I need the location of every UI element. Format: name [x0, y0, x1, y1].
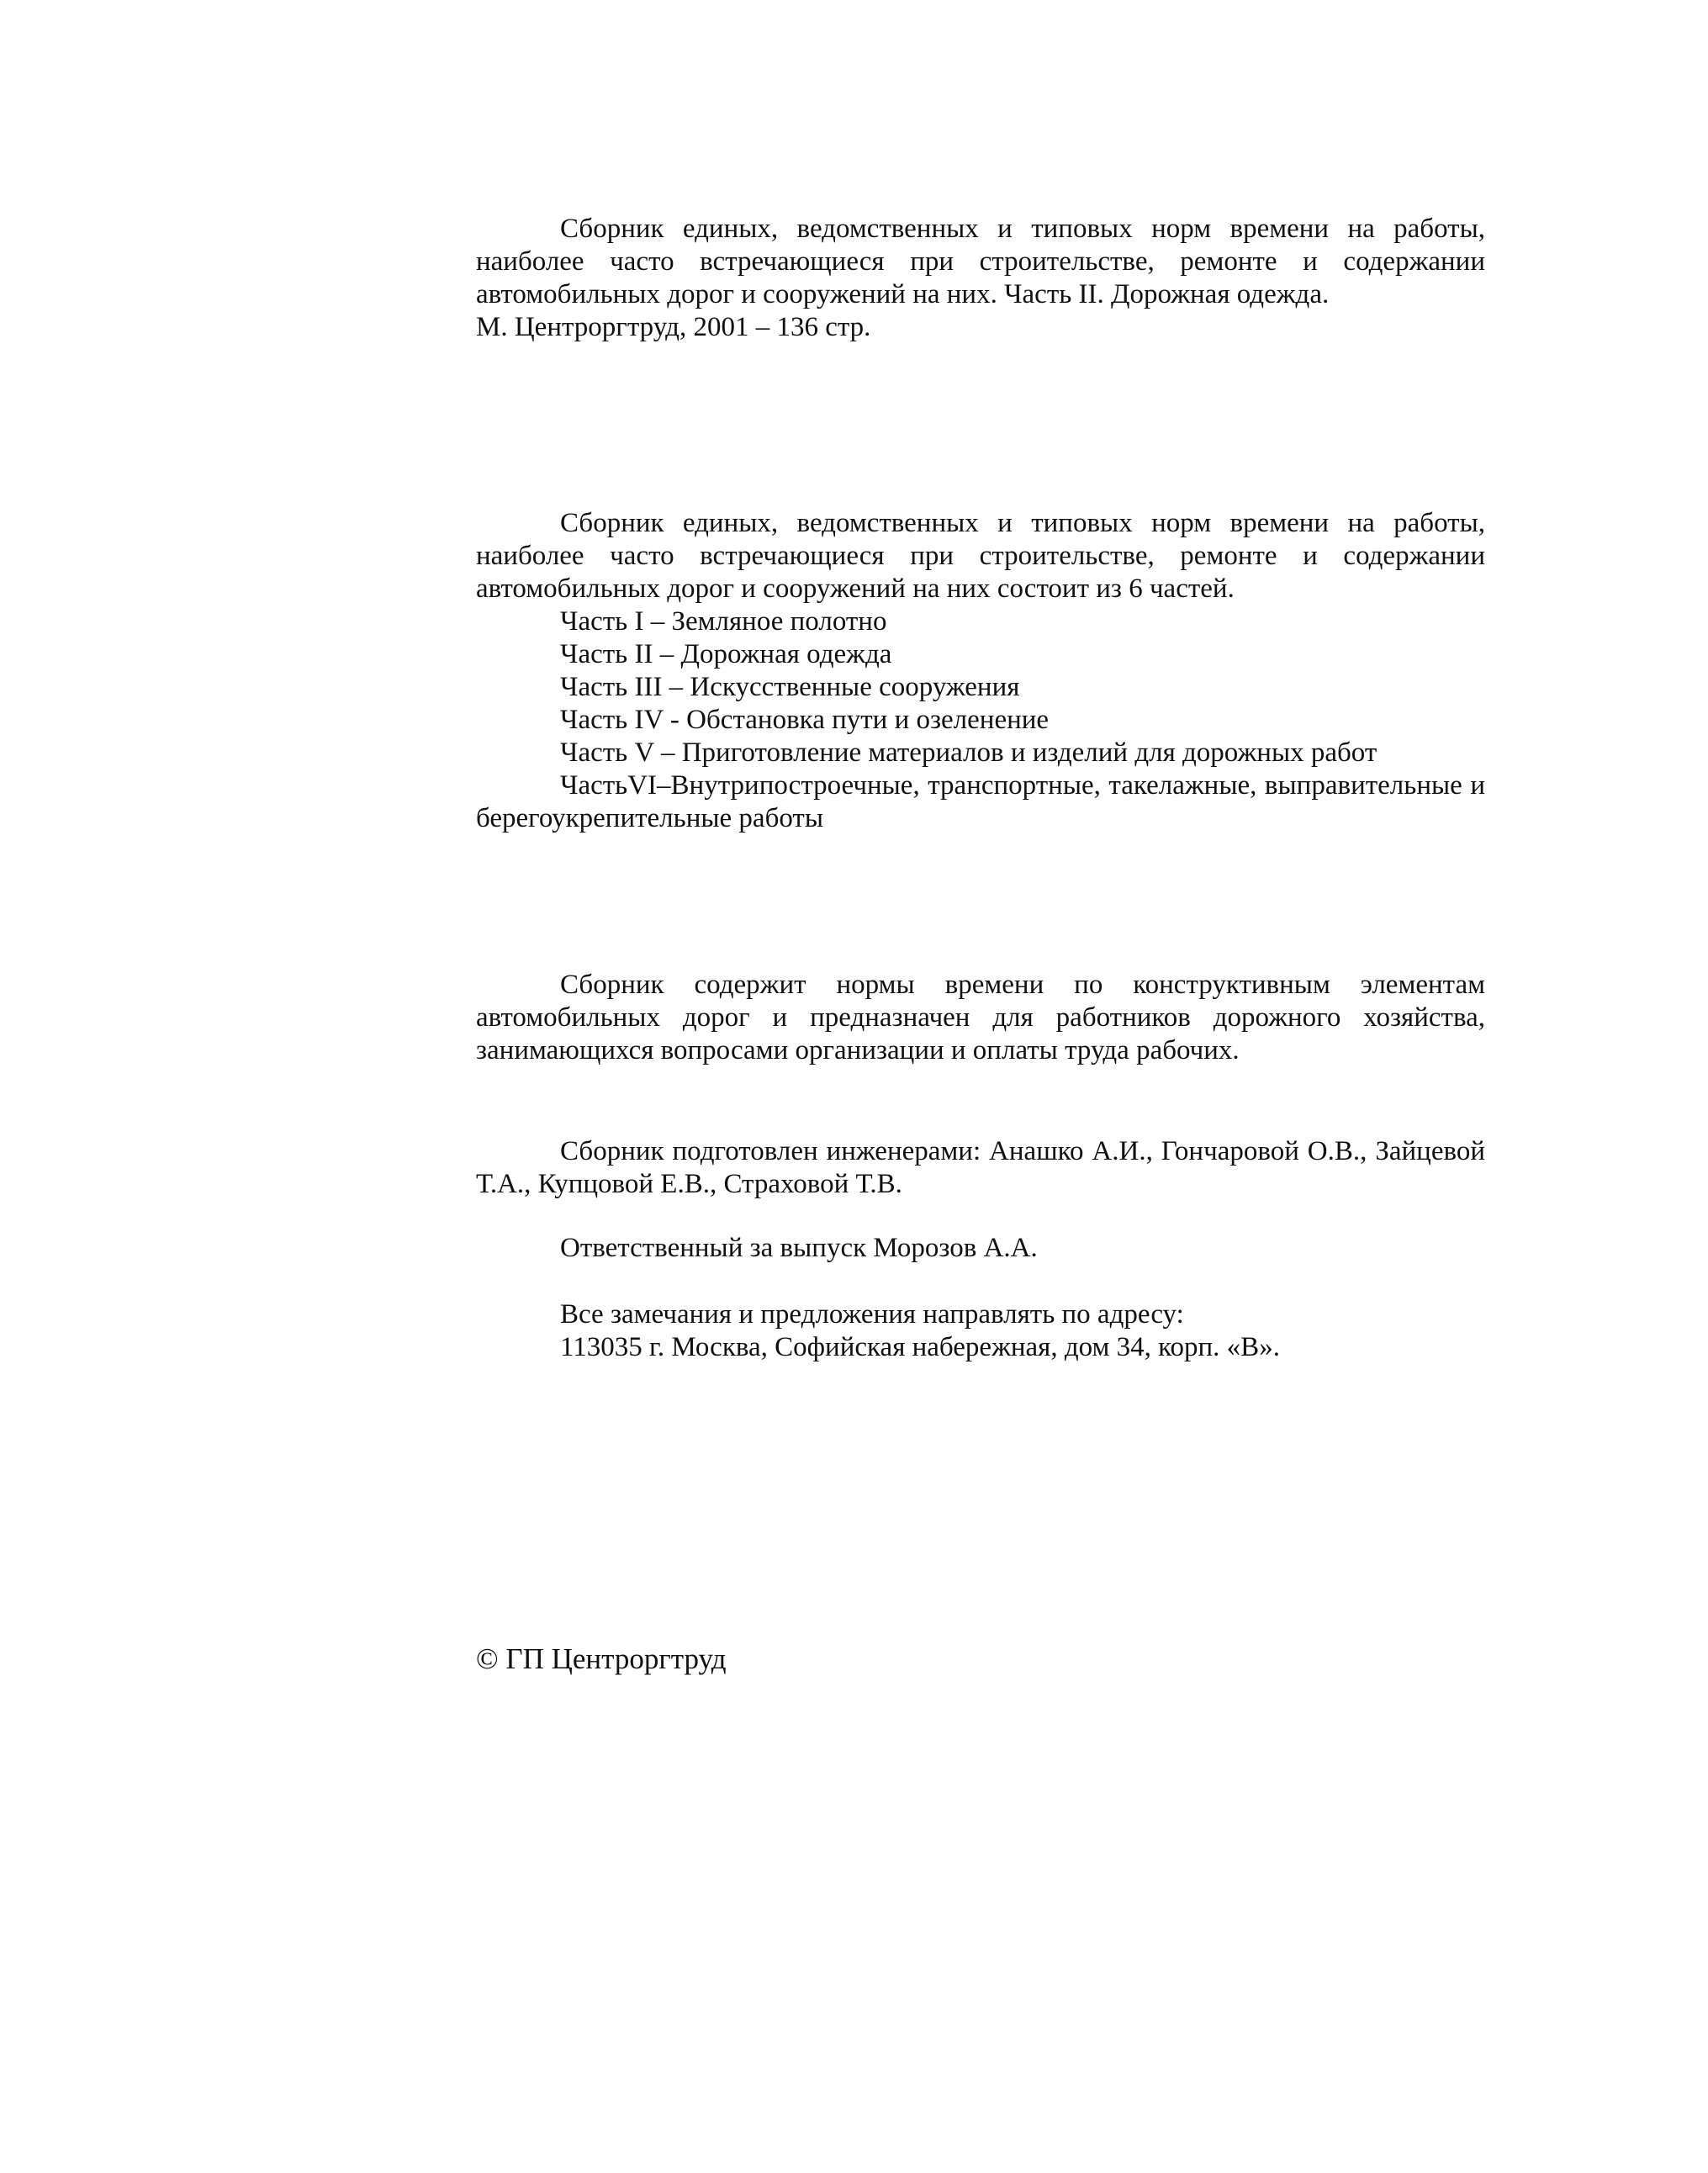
- contact-line-2: 113035 г. Москва, Софийская набережная, дом 34, корп. «В».: [560, 1332, 1280, 1362]
- part-item: Часть V – Приготовление материалов и изделий для дорожных работ: [560, 738, 1378, 768]
- contact-line-1: Все замечания и предложения направлять по адресу:: [560, 1299, 1184, 1330]
- citation-paragraph: Сборник единых, ведомственных и типовых норм времени на работы, наиболее часто встречающиеся при строительстве, ремонте и содержании автомобильных дорог и сооружений на них. Часть II. Дорожная одежда.: [476, 214, 1485, 309]
- responsible-line: Ответственный за выпуск Морозов А.А.: [560, 1233, 1038, 1263]
- publisher-line: М. Центроргтруд, 2001 – 136 стр.: [476, 312, 871, 342]
- copyright-notice: © ГП Центроргтруд: [476, 1642, 727, 1675]
- part-item: Часть I – Земляное полотно: [560, 606, 887, 637]
- authors-paragraph: Сборник подготовлен инженерами: Анашко А.И., Гончаровой О.В., Зайцевой Т.А., Купцовой Е.В., Страховой Т.В.: [476, 1136, 1485, 1199]
- part-item: Часть III – Искусственные сооружения: [560, 672, 1020, 702]
- description-paragraph: Сборник содержит нормы времени по конструктивным элементам автомобильных дорог и предназначен для работников дорожного хозяйства, занимающихся вопросами организации и оплаты труда рабочих.: [476, 970, 1485, 1065]
- citation-block: [476, 213, 1485, 344]
- composition-intro: Сборник единых, ведомственных и типовых норм времени на работы, наиболее часто встречающиеся при строительстве, ремонте и содержании автомобильных дорог и сооружений на них состоит из 6 частей.: [476, 508, 1485, 604]
- composition-block: [476, 507, 1485, 835]
- description-block: [476, 969, 1485, 1067]
- contact-block: [476, 1298, 1485, 1364]
- responsible-block: [476, 1232, 1485, 1265]
- authors-block: [476, 1135, 1485, 1201]
- part-item: ЧастьVI–Внутрипостроечные, транспортные, такелажные, выправительные и берегоукрепительные работы: [476, 770, 1485, 833]
- part-item: Часть II – Дорожная одежда: [560, 639, 892, 669]
- part-item: Часть IV - Обстановка пути и озеленение: [560, 705, 1050, 735]
